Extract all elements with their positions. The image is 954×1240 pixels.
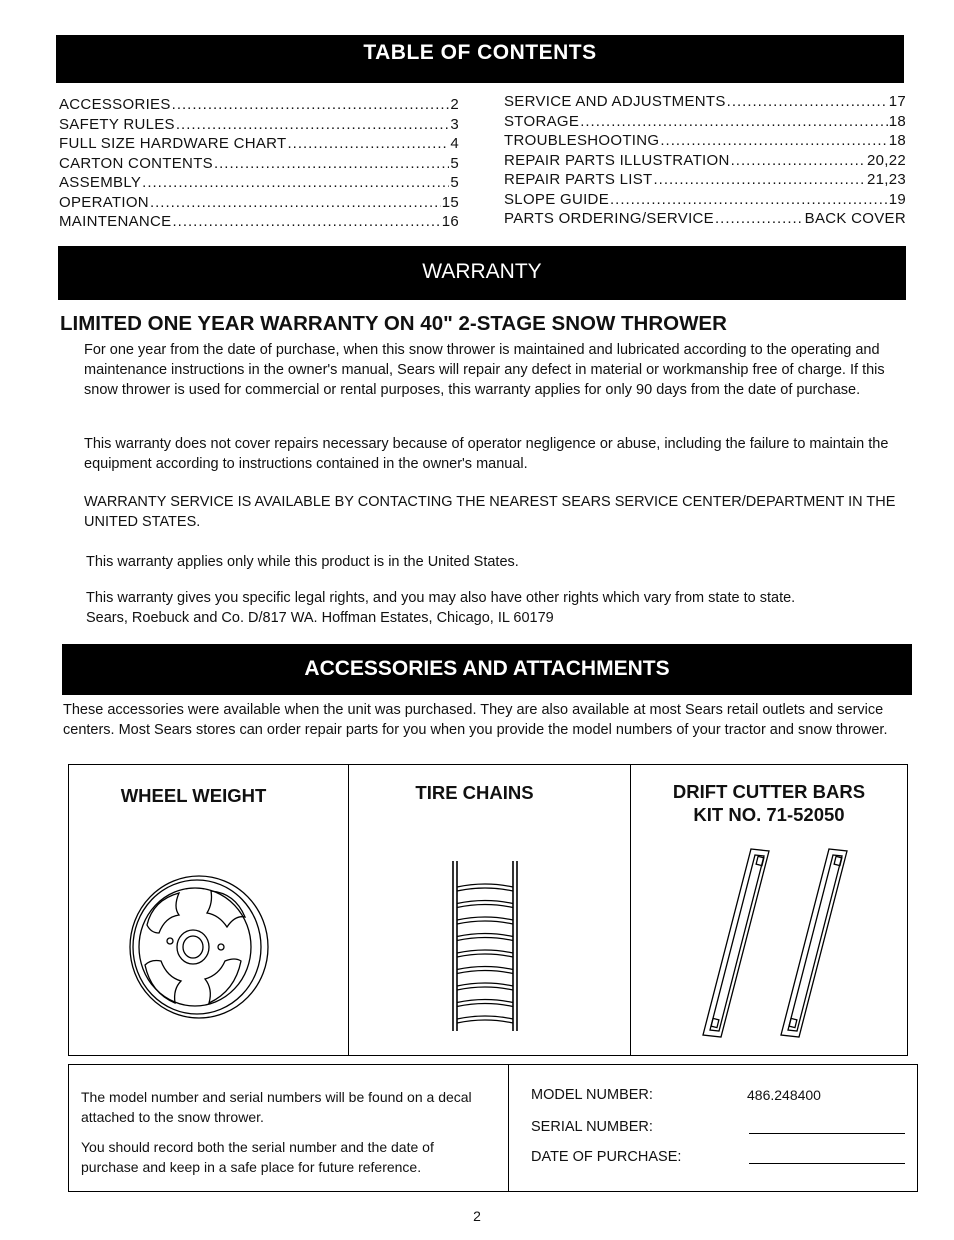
model-number-label: MODEL NUMBER: bbox=[531, 1087, 653, 1103]
page-number: 2 bbox=[473, 1208, 481, 1224]
toc-entry bbox=[504, 151, 906, 171]
toc-entry-label: SERVICE AND ADJUSTMENTS bbox=[504, 93, 726, 110]
accessories-header: ACCESSORIES AND ATTACHMENTS bbox=[304, 657, 670, 680]
wheel-weight-illustration bbox=[69, 765, 349, 1055]
toc-entry-page: 2 bbox=[450, 96, 459, 113]
chain-rung bbox=[457, 1020, 513, 1023]
toc-entry-page: BACK COVER bbox=[804, 210, 906, 227]
accessories-header-bar bbox=[62, 644, 912, 695]
drift-cutter-kit-number: KIT NO. 71-52050 bbox=[693, 804, 845, 825]
serial-number-line bbox=[749, 1119, 905, 1134]
toc-entry bbox=[59, 115, 459, 135]
record-keeping-note: You should record both the serial number and the date of purchase and keep in a safe place for future reference. bbox=[81, 1139, 434, 1175]
warranty-paragraph: This warranty gives you specific legal rights, and you may also have other rights which vary from state to state. bbox=[86, 590, 796, 606]
toc-leader bbox=[610, 190, 888, 210]
model-location-note: The model number and serial numbers will be found on a decal attached to the snow thrower. bbox=[81, 1089, 472, 1125]
toc-entry-label: SAFETY RULES bbox=[59, 115, 175, 133]
toc-entry-page: 17 bbox=[888, 93, 906, 110]
warranty-header-bar bbox=[58, 246, 906, 300]
toc-entry-label: MAINTENANCE bbox=[59, 213, 172, 230]
tire-chains-illustration bbox=[349, 765, 631, 1055]
chain-rung bbox=[457, 934, 513, 937]
toc-leader bbox=[172, 95, 450, 115]
toc-entry bbox=[504, 209, 906, 229]
toc-entry bbox=[504, 92, 906, 112]
toc-entry-page: 3 bbox=[450, 115, 459, 133]
toc-entry-label: STORAGE bbox=[504, 112, 580, 130]
toc-entry-label: ASSEMBLY bbox=[59, 174, 142, 191]
toc-right-column bbox=[504, 92, 906, 229]
toc-leader bbox=[727, 92, 888, 112]
toc-entry-page: 5 bbox=[450, 154, 459, 172]
toc-entry bbox=[59, 173, 459, 193]
serial-number-label: SERIAL NUMBER: bbox=[531, 1119, 653, 1135]
warranty-title: LIMITED ONE YEAR WARRANTY ON 40" 2-STAGE SNOW THROWER bbox=[60, 312, 727, 335]
warranty-paragraph: This warranty does not cover repairs necessary because of operator negligence or abuse, including the failure to maintain the equipment according to instructions contained in the owner's manual. bbox=[84, 436, 889, 472]
chain-rung bbox=[457, 888, 513, 891]
chain-rung bbox=[457, 917, 513, 920]
toc-entry-label: REPAIR PARTS ILLUSTRATION bbox=[504, 151, 730, 169]
date-of-purchase-label: DATE OF PURCHASE: bbox=[531, 1149, 682, 1165]
chain-rung bbox=[457, 1004, 513, 1007]
toc-entry bbox=[504, 131, 906, 151]
toc-entry bbox=[59, 193, 459, 213]
wheel-weight-cell bbox=[69, 765, 349, 1055]
wheel-weight-title: WHEEL WEIGHT bbox=[120, 785, 267, 806]
toc-entry bbox=[504, 170, 906, 190]
drift-cutter-title: DRIFT CUTTER BARS bbox=[672, 781, 866, 802]
toc-leader bbox=[715, 209, 804, 229]
chain-rung bbox=[457, 1016, 513, 1019]
toc-entry-page: 4 bbox=[450, 135, 459, 152]
warranty-paragraph: WARRANTY SERVICE IS AVAILABLE BY CONTACTING THE NEAREST SEARS SERVICE CENTER/DEPARTMENT IN THE UNITED STATES. bbox=[84, 494, 896, 530]
toc-entry-label: PARTS ORDERING/SERVICE bbox=[504, 210, 714, 227]
toc-entry bbox=[59, 95, 459, 115]
chain-rung bbox=[457, 921, 513, 924]
toc-entry-page: 16 bbox=[441, 213, 459, 230]
toc-entry-page: 18 bbox=[888, 112, 906, 130]
toc-leader bbox=[172, 212, 440, 232]
model-info-notes bbox=[69, 1065, 509, 1191]
toc-title: TABLE OF CONTENTS bbox=[363, 41, 597, 64]
warranty-legal-block bbox=[86, 588, 912, 628]
tire-chains-cell bbox=[349, 765, 631, 1055]
toc-entry-label: FULL SIZE HARDWARE CHART bbox=[59, 135, 287, 152]
toc-entry-page: 19 bbox=[888, 190, 906, 208]
toc-entry bbox=[504, 190, 906, 210]
drift-cutter-illustration bbox=[631, 765, 907, 1055]
toc-entry-page: 21,23 bbox=[866, 171, 906, 188]
warranty-paragraph: This warranty applies only while this product is in the United States. bbox=[86, 554, 519, 570]
toc-entry-page: 15 bbox=[441, 193, 459, 211]
toc-leader bbox=[660, 131, 887, 151]
toc-entry-label: REPAIR PARTS LIST bbox=[504, 171, 653, 188]
toc-leader bbox=[653, 170, 865, 190]
chain-rung bbox=[457, 950, 513, 953]
toc-entry-page: 5 bbox=[450, 174, 459, 191]
toc-leader bbox=[176, 115, 449, 135]
warranty-paragraph: For one year from the date of purchase, when this snow thrower is maintained and lubricated according to the operating and maintenance instructions in the owner's manual, Sears will repair any defect in material or workmanship free of charge. If this snow thrower is used for commercial or rental purposes, this warranty applies for only 90 days from the date of purchase. bbox=[84, 342, 885, 398]
toc-entry-label: OPERATION bbox=[59, 193, 149, 211]
date-of-purchase-line bbox=[749, 1149, 905, 1164]
toc-header-bar bbox=[56, 35, 904, 83]
toc-entry bbox=[59, 134, 459, 154]
toc-entry-page: 20,22 bbox=[866, 151, 906, 169]
toc-entry-page: 18 bbox=[888, 132, 906, 149]
toc-entry-label: ACCESSORIES bbox=[59, 96, 171, 113]
warranty-address: Sears, Roebuck and Co. D/817 WA. Hoffman Estates, Chicago, IL 60179 bbox=[86, 610, 554, 626]
model-number-value: 486.248400 bbox=[747, 1087, 821, 1103]
chain-rung bbox=[457, 905, 513, 908]
chain-rung bbox=[457, 954, 513, 957]
chain-rung bbox=[457, 1000, 513, 1003]
model-info-table bbox=[68, 1064, 918, 1192]
model-info-fields bbox=[509, 1065, 917, 1191]
toc-entry-label: SLOPE GUIDE bbox=[504, 190, 609, 208]
toc-entry-label: TROUBLESHOOTING bbox=[504, 132, 660, 149]
tire-chains-title: TIRE CHAINS bbox=[415, 782, 534, 803]
toc-leader bbox=[731, 151, 866, 171]
toc-leader bbox=[288, 134, 450, 154]
chain-rung bbox=[457, 983, 513, 986]
chain-rung bbox=[457, 884, 513, 887]
toc-leader bbox=[150, 193, 441, 213]
chain-rung bbox=[457, 901, 513, 904]
toc-entry bbox=[504, 112, 906, 132]
toc-leader bbox=[580, 112, 888, 132]
toc-entry bbox=[59, 212, 459, 232]
drift-cutter-cell bbox=[631, 765, 907, 1055]
toc-leader bbox=[214, 154, 449, 174]
accessories-intro: These accessories were available when the unit was purchased. They are also available at most Sears retail outlets and service centers. Most Sears stores can order repair parts for you when you provide the model numbers of your tractor and snow thrower. bbox=[63, 702, 888, 738]
toc-leader bbox=[142, 173, 449, 193]
accessories-table bbox=[68, 764, 908, 1056]
chain-rung bbox=[457, 971, 513, 974]
toc-entry bbox=[59, 154, 459, 174]
warranty-header: WARRANTY bbox=[422, 260, 542, 283]
chain-rung bbox=[457, 987, 513, 990]
toc-left-column bbox=[59, 95, 459, 232]
chain-rung bbox=[457, 967, 513, 970]
toc-entry-label: CARTON CONTENTS bbox=[59, 154, 213, 172]
chain-rung bbox=[457, 938, 513, 941]
